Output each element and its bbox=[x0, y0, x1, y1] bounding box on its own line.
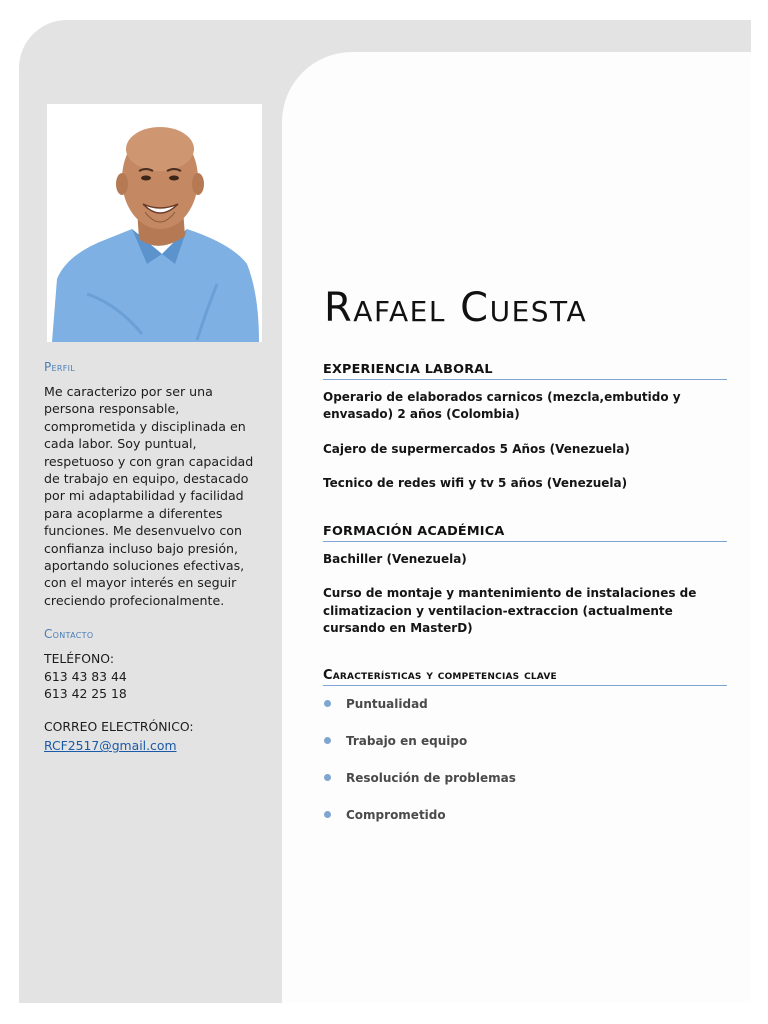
bullet-icon bbox=[324, 700, 331, 707]
email-label: CORREO ELECTRÓNICO: bbox=[44, 718, 194, 734]
profile-text: Me caracterizo por ser una persona responsable, comprometida y disciplinada en cada labor. Soy puntual, respetuoso y con gran capacidad de trabajo en equipo, destacado por mi adaptabilidad y facilidad para acoplarme a diferentes funciones. Me desenvuelvo con confianza incluso bajo presión, aportando soluciones efectivas, con el mayor interés en seguir creciendo profecionalmente. bbox=[44, 384, 254, 608]
phone-number: 613 42 25 18 bbox=[44, 686, 127, 702]
bullet-icon bbox=[324, 774, 331, 781]
experience-item: Cajero de supermercados 5 Años (Venezuela) bbox=[323, 441, 630, 456]
portrait-image bbox=[47, 104, 262, 342]
sidebar bbox=[44, 360, 266, 755]
skill-label: Comprometido bbox=[346, 808, 446, 822]
skill-label: Trabajo en equipo bbox=[346, 734, 468, 748]
skill-item bbox=[323, 695, 727, 732]
phone-label: TELÉFONO: bbox=[44, 651, 114, 667]
experience-heading: EXPERIENCIA LABORAL bbox=[323, 362, 727, 380]
phone-number: 613 43 83 44 bbox=[44, 668, 127, 684]
skill-label: Puntualidad bbox=[346, 697, 428, 711]
education-item: Bachiller (Venezuela) bbox=[323, 552, 467, 566]
skills-heading: Características y competencias clave bbox=[323, 668, 727, 686]
candidate-name: Rafael Cuesta bbox=[324, 285, 588, 331]
profile-photo bbox=[47, 104, 262, 342]
contact-heading: Contacto bbox=[44, 627, 94, 642]
bullet-icon bbox=[324, 737, 331, 744]
skill-label: Resolución de problemas bbox=[346, 771, 516, 785]
skill-item bbox=[323, 732, 727, 769]
experience-item: Operario de elaborados carnicos (mezcla,embutido y envasado) 2 años (Colombia) bbox=[323, 390, 681, 422]
education-heading: FORMACIÓN ACADÉMICA bbox=[323, 524, 727, 542]
skill-item bbox=[323, 806, 727, 843]
bullet-icon bbox=[324, 811, 331, 818]
skills-section bbox=[323, 668, 727, 843]
education-section bbox=[323, 524, 727, 638]
skills-list bbox=[323, 695, 727, 843]
experience-item: Tecnico de redes wifi y tv 5 años (Venezuela) bbox=[323, 476, 628, 491]
skill-item bbox=[323, 769, 727, 806]
email-link[interactable]: RCF2517@gmail.com bbox=[44, 738, 177, 754]
experience-section bbox=[323, 362, 727, 493]
education-item: Curso de montaje y mantenimiento de instalaciones de climatizacion y ventilacion-extraccion (actualmente cursando en MasterD) bbox=[323, 586, 697, 636]
profile-heading: Perfil bbox=[44, 360, 76, 374]
